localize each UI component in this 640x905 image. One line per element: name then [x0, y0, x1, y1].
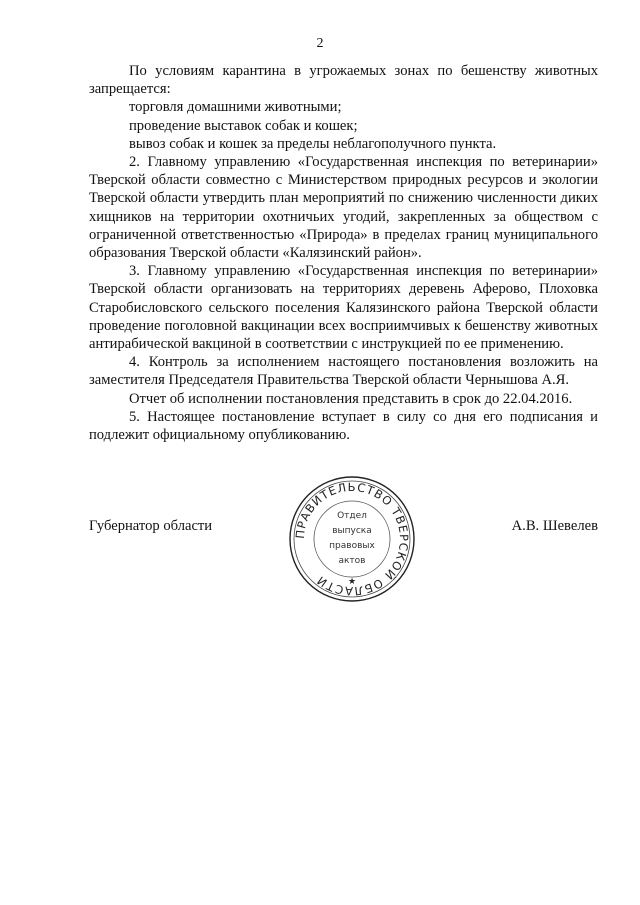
list-item-exhibitions: проведение выставок собак и кошек;	[129, 117, 358, 134]
paragraph-item-4: 4. Контроль за исполнением настоящего постановления возложить на заместителя Председателя Правительства Тверской области Чернышова А.Я.	[89, 354, 598, 389]
paragraph-item-3: 3. Главному управлению «Государственная инспекция по ветеринарии» Тверской области организовать на территориях деревень Аферово, Плоховка Старобисловского сельского поселения Калязинского района Тверской области проведение поголовной вакцинации всех восприимчивых к бешенству животных антирабической вакциной в соответствии с инструкцией по ее применению.	[89, 263, 598, 353]
seal-inner-line-3: правовых	[329, 541, 375, 551]
signatory-name: А.В. Шевелев	[511, 518, 598, 534]
page-number: 2	[316, 36, 324, 51]
signatory-position: Губернатор области	[89, 518, 213, 534]
document-body	[89, 62, 598, 444]
paragraph-report-deadline: Отчет об исполнении постановления представить в срок до 22.04.2016.	[129, 390, 573, 407]
paragraph-quarantine-intro: По условиям карантина в угрожаемых зонах по бешенству животных запрещается:	[89, 63, 598, 98]
list-item-export: вывоз собак и кошек за пределы неблагополучного пункта.	[129, 135, 497, 152]
seal-inner-line-4: актов	[338, 556, 366, 566]
seal-inner-line-2: выпуска	[332, 526, 372, 536]
paragraph-item-5: 5. Настоящее постановление вступает в силу со дня его подписания и подлежит официальному опубликованию.	[89, 408, 598, 444]
list-item-trade: торговля домашними животными;	[129, 99, 342, 116]
paragraph-item-2: 2. Главному управлению «Государственная инспекция по ветеринарии» Тверской области совместно с Министерством природных ресурсов и экологии Тверской области утвердить план мероприятий по снижению численности диких хищников на территории охотничьих угодий, закрепленных за обществом с ограниченной ответственностью «Природа» в пределах границ муниципального образования Тверской области «Калязинский район».	[89, 154, 598, 262]
seal-star-icon: ★	[347, 576, 357, 586]
official-seal-stamp	[287, 474, 417, 604]
seal-inner-line-1: Отдел	[337, 511, 367, 521]
seal-ring-text: ПРАВИТЕЛЬСТВО ТВЕРСКОЙ ОБЛАСТИ	[292, 479, 412, 599]
